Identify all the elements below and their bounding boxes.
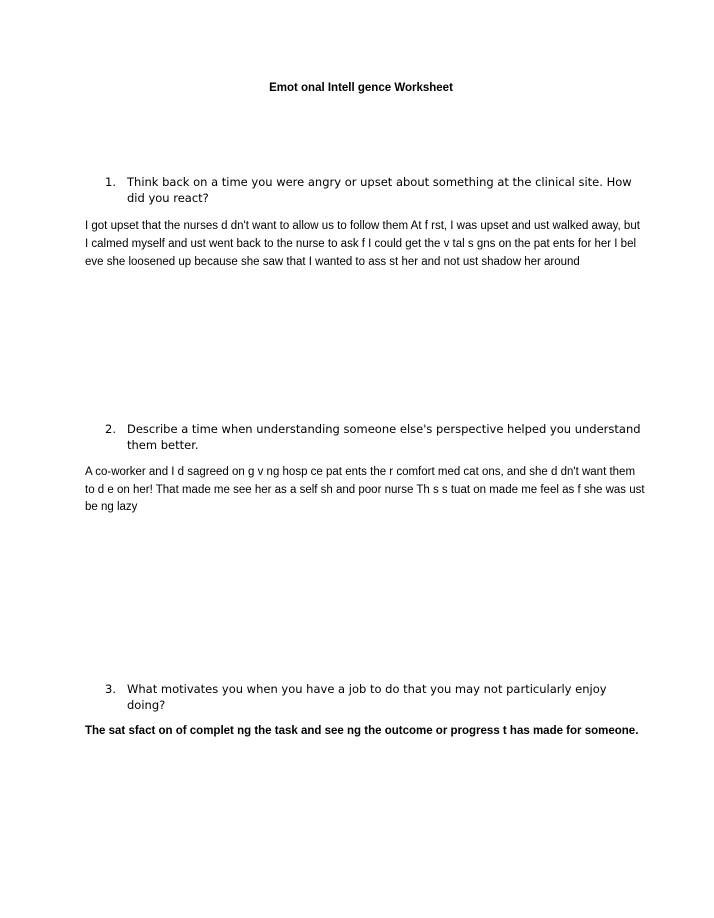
answer-3: The sat sfact on of complet ng the task and see ng the outcome or progress t has made for someone. [85,725,639,737]
question-1 [105,174,645,206]
question-number: 1. [105,175,116,189]
answer-1: I got upset that the nurses d dn't want to allow us to follow them At f rst, I was upset and ust walked away, but I calmed myself and ust went back to the nurse to ask f I could get the v tal s gns on the pat ents for her I bel eve she loosened up because she saw that I wanted to ass st her and not ust shadow her around [85,220,640,268]
question-2 [105,421,645,453]
question-number: 2. [105,422,116,436]
question-number: 3. [105,682,116,696]
worksheet-title: Emot onal Intell gence Worksheet [269,82,453,94]
answer-2: A co-worker and I d sagreed on g v ng hosp ce pat ents the r comfort med cat ons, and she d dn't want them to d e on her! That made me see her as a self sh and poor nurse Th s s tuat on made me feel as f she was ust be ng lazy [85,466,645,513]
question-3 [105,681,645,713]
question-text: Think back on a time you were angry or upset about something at the clinical site. How did you react? [127,175,632,205]
question-text: Describe a time when understanding someone else's perspective helped you understand them better. [127,422,641,452]
question-text: What motivates you when you have a job to do that you may not particularly enjoy doing? [127,682,607,712]
